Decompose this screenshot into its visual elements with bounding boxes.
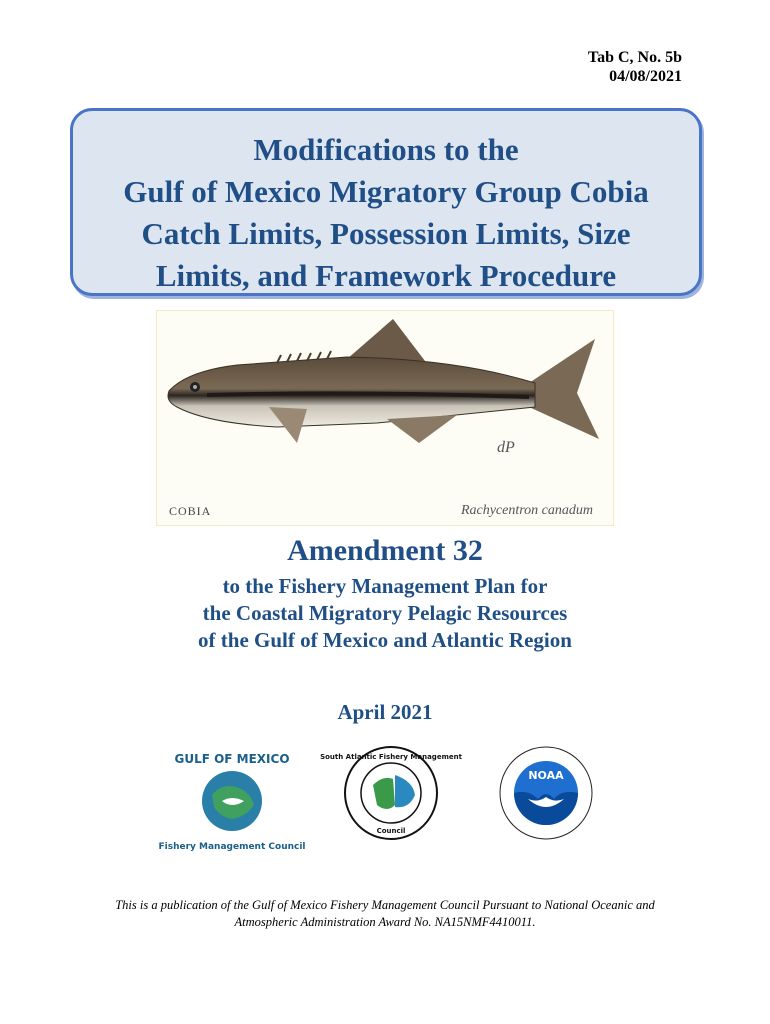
publication-date: April 2021 — [337, 700, 433, 724]
common-name-label: COBIA — [169, 504, 212, 518]
subtitle-line-2: the Coastal Migratory Pelagic Resources — [202, 601, 568, 625]
svg-text:Council: Council — [376, 827, 406, 835]
title-line-1: Modifications to the — [253, 132, 519, 167]
svg-text:South Atlantic Fishery Managem: South Atlantic Fishery Management — [320, 753, 462, 761]
tab-date: 04/08/2021 — [609, 68, 682, 85]
tab-reference — [588, 48, 682, 86]
title-line-2: Gulf of Mexico Migratory Group Cobia — [123, 174, 649, 209]
cobia-illustration — [156, 310, 614, 526]
svg-text:Fishery Management Council: Fishery Management Council — [158, 842, 306, 852]
noaa-logo — [498, 745, 594, 841]
artist-signature: dP — [497, 439, 515, 456]
south-atlantic-council-logo — [320, 745, 462, 841]
scientific-name-label: Rachycentron canadum — [460, 503, 593, 518]
publication-footnote — [60, 897, 710, 931]
title-line-3: Catch Limits, Possession Limits, Size — [141, 216, 631, 251]
amendment-heading: Amendment 32 — [287, 534, 483, 567]
title-line-4: Limits, and Framework Procedure — [155, 258, 617, 293]
footnote-line-1: This is a publication of the Gulf of Mexico Fishery Management Council Pursuant to National Oceanic and — [115, 898, 655, 912]
amendment-subtitle — [0, 573, 770, 654]
svg-text:GULF OF MEXICO: GULF OF MEXICO — [174, 752, 290, 766]
footnote-line-2: Atmospheric Administration Award No. NA15NMF4410011. — [234, 915, 536, 929]
cobia-fish-drawing — [157, 311, 615, 527]
svg-text:NOAA: NOAA — [528, 769, 564, 782]
subtitle-line-3: of the Gulf of Mexico and Atlantic Region — [198, 628, 572, 652]
tab-number: Tab C, No. 5b — [587, 49, 682, 66]
gulf-council-logo — [158, 745, 306, 857]
subtitle-line-1: to the Fishery Management Plan for — [222, 574, 548, 598]
title-box — [70, 108, 702, 296]
